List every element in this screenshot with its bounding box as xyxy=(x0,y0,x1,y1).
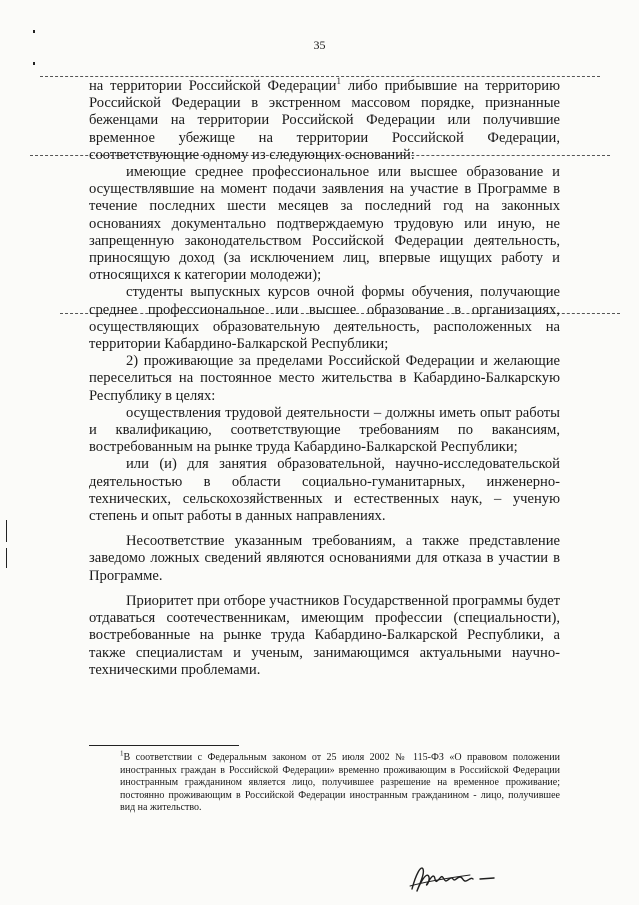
paragraph-5: осуществления трудовой деятельности – должны иметь опыт работы и квалификацию, соответствующие требованиям по вакансиям, востребованным на рынке труда Кабардино-Балкарской Республики; xyxy=(89,404,560,456)
scan-mark xyxy=(6,520,7,542)
page-number: 35 xyxy=(313,38,326,52)
paragraph-6: или (и) для занятия образовательной, научно-исследовательской деятельностью в области социально-гуманитарных, инженерно-технических, сельскохозяйственных и естественных наук, – ученую степень и опыт работы в данных направлениях. xyxy=(89,456,560,525)
scan-mark xyxy=(6,548,7,568)
document-body xyxy=(89,78,560,679)
footnote-text: В соответствии с Федеральным законом от 25 июля 2002 № 115-ФЗ «О правовом положении иностранных граждан в Российской Федерации» временно проживающим в Российской Федерации иностранным гражданином является лицо, получившее разрешение на временное проживание; постоянно проживающим в Российской Федерации иностранным гражданином - лицо, получившее вид на жительство. xyxy=(120,752,560,814)
scan-mark xyxy=(33,62,35,65)
paragraph-1: на территории Российской Федерации$^1$ либо прибывшие на территорию Российской Федерации в экстренном массовом порядке, признанные беженцами на территории Российской Федерации или получившие временное убежище на территории Российской Федерации, соответствующие одному из следующих оснований: xyxy=(89,76,560,163)
footnote-separator xyxy=(89,745,239,746)
paragraph-8: Приоритет при отборе участников Государственной программы будет отдаваться соотечественникам, имеющим профессии (специальности), востребованные на рынке труда Кабардино-Балкарской Республики, а также специалистам и ученым, занимающимся актуальными научно-техническими проблемами. xyxy=(89,592,560,678)
scan-mark xyxy=(33,30,35,33)
paragraph-3: студенты выпускных курсов очной формы обучения, получающие среднее профессиональное или высшее образование в организациях, осуществляющих образовательную деятельность, расположенных на территории Кабардино-Балкарской Республики; xyxy=(89,284,560,353)
footnote-ref: 1 xyxy=(336,76,341,87)
footnote xyxy=(120,749,560,815)
footnote-marker: 1 xyxy=(120,749,124,758)
paragraph-7: Несоответствие указанным требованиям, а также представление заведомо ложных сведений являются основаниями для отказа в участии в Программе. xyxy=(89,533,560,584)
handwritten-signature xyxy=(408,862,503,896)
paragraph-2: имеющие среднее профессиональное или высшее образование и осуществлявшие на момент подачи заявления на участие в Программе в течение последних шести месяцев за последний год на законных основаниях документально подтверждаемую трудовую или иную, не запрещенную законодательством Российской Федерации деятельность, приносящую доход (за исключением лиц, впервые ищущих работу и относящихся к категории молодежи); xyxy=(89,164,560,284)
scan-line xyxy=(40,76,600,77)
paragraph-4: 2) проживающие за пределами Российской Федерации и желающие переселиться на постоянное место жительства в Кабардино-Балкарскую Республику в целях: xyxy=(89,353,560,404)
